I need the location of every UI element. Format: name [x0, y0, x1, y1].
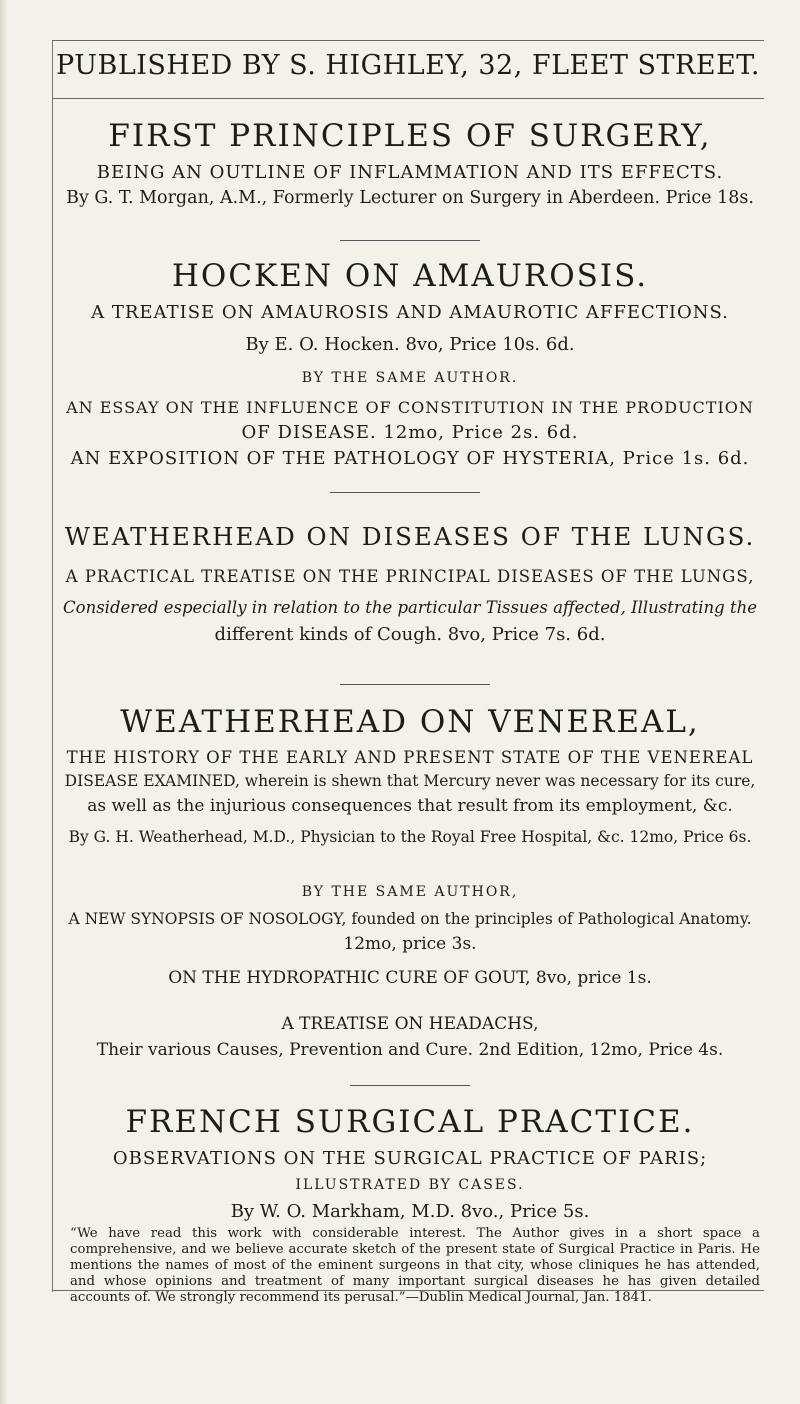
section-2-same-author: BY THE SAME AUTHOR.: [301, 370, 519, 386]
section-4-work-4: A TREATISE ON HEADACHS,: [281, 1014, 539, 1034]
section-3-subtitle: A PRACTICAL TREATISE ON THE PRINCIPAL DISEASES OF THE LUNGS,: [65, 567, 755, 586]
section-1-title: FIRST PRINCIPLES OF SURGERY,: [108, 118, 712, 154]
section-5-byline: By W. O. Markham, M.D. 8vo., Price 5s.: [230, 1201, 590, 1222]
section-1-subtitle: BEING AN OUTLINE OF INFLAMMATION AND ITS EFFECTS.: [96, 162, 724, 183]
section-4-byline: By G. H. Weatherhead, M.D., Physician to the Royal Free Hospital, &c. 12mo, Price 6s.: [68, 828, 752, 846]
top-rule: [52, 40, 764, 41]
section-4-same-author: BY THE SAME AUTHOR,: [301, 884, 519, 900]
section-4-work-3: ON THE HYDROPATHIC CURE OF GOUT, 8vo, price 1s.: [168, 968, 652, 988]
section-2-subtitle: A TREATISE ON AMAUROSIS AND AMAUROTIC AFFECTIONS.: [91, 302, 729, 323]
publisher-header: PUBLISHED BY S. HIGHLEY, 32, FLEET STREET.: [56, 50, 760, 81]
section-4-description-1: DISEASE EXAMINED, wherein is shewn that Mercury never was necessary for its cure,: [64, 772, 756, 790]
bottom-rule: [52, 1290, 764, 1291]
header-rule: [52, 98, 764, 99]
section-5-subtitle: OBSERVATIONS ON THE SURGICAL PRACTICE OF PARIS;: [112, 1148, 708, 1169]
divider: [340, 684, 490, 685]
divider: [330, 492, 480, 493]
section-2-work-3: AN EXPOSITION OF THE PATHOLOGY OF HYSTERIA, Price 1s. 6d.: [70, 448, 750, 469]
section-1-byline: By G. T. Morgan, A.M., Formerly Lecturer on Surgery in Aberdeen. Price 18s.: [66, 188, 754, 208]
section-4-title: WEATHERHEAD ON VENEREAL,: [120, 704, 700, 740]
page-edge-shadow: [0, 0, 8, 1404]
section-4-subtitle: THE HISTORY OF THE EARLY AND PRESENT STATE OF THE VENEREAL: [66, 748, 754, 767]
section-4-description-2: as well as the injurious consequences that result from its employment, &c.: [87, 796, 733, 816]
section-5-review-quote: “We have read this work with considerable interest. The Author gives in a short space a comprehensive, and we believe accurate sketch of the present state of Surgical Practice in Paris. He mentions the names of most of the eminent surgeons in that city, whose cliniques he has attended, and whose opinions and treatment of many important surgical diseases he has given detailed accounts of. We strongly recommend its perusal.”—Dublin Medical Journal, Jan. 1841.: [70, 1226, 760, 1305]
divider: [340, 240, 480, 241]
section-2-work-1: AN ESSAY ON THE INFLUENCE OF CONSTITUTION IN THE PRODUCTION: [66, 398, 754, 417]
section-2-title: HOCKEN ON AMAUROSIS.: [171, 258, 649, 294]
section-4-work-5: Their various Causes, Prevention and Cure. 2nd Edition, 12mo, Price 4s.: [96, 1040, 724, 1060]
section-4-work-1: A NEW SYNOPSIS OF NOSOLOGY, founded on the principles of Pathological Anatomy.: [68, 910, 752, 928]
divider: [350, 1085, 470, 1086]
section-3-description-2: different kinds of Cough. 8vo, Price 7s. 6d.: [214, 624, 606, 645]
section-3-title: WEATHERHEAD ON DISEASES OF THE LUNGS.: [64, 522, 756, 551]
section-2-byline: By E. O. Hocken. 8vo, Price 10s. 6d.: [245, 334, 575, 355]
section-3-description-1: Considered especially in relation to the particular Tissues affected, Illustrating the: [63, 598, 757, 617]
section-5-title: FRENCH SURGICAL PRACTICE.: [125, 1104, 695, 1140]
section-2-work-2: OF DISEASE. 12mo, Price 2s. 6d.: [241, 422, 579, 443]
section-5-illustrated: ILLUSTRATED BY CASES.: [295, 1177, 525, 1193]
section-4-work-2: 12mo, price 3s.: [343, 934, 477, 954]
